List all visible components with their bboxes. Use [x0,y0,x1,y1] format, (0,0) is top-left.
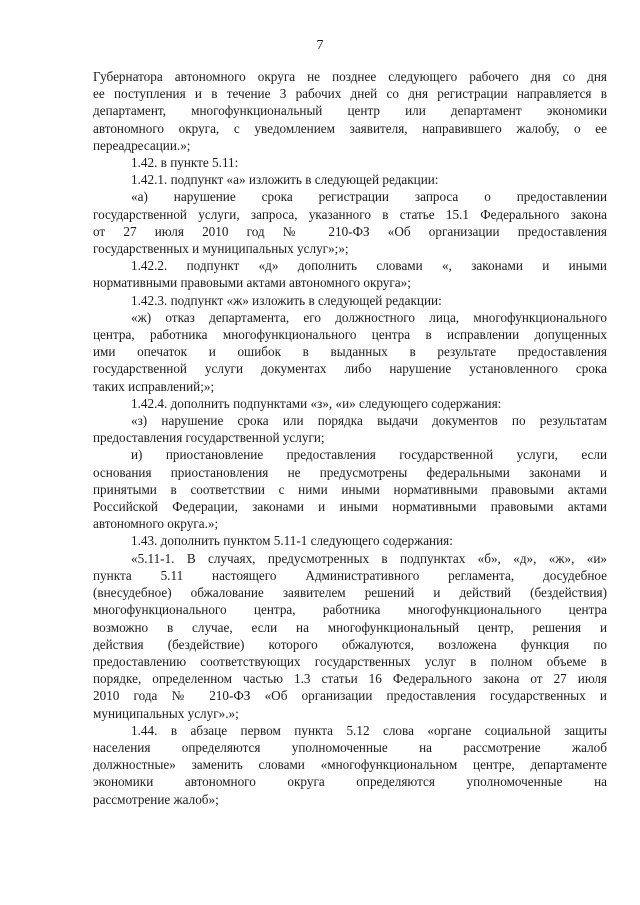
text-line: государственной услуги документах либо нарушение установленного срока [93,361,607,377]
paragraph [93,309,607,395]
text-line: возможно в случае, если на многофункциональный центр, решения и [93,619,607,635]
text-line: основания приостановления не предусмотрены федеральными законами и [93,464,607,480]
text-line: 2010 года № 210-ФЗ «Об организации предоставления государственных и [93,688,607,704]
text-line: таких исправлений;»; [93,378,215,394]
text-line: предоставлению соответствующих государственных услуг в полном объеме в [93,653,607,669]
paragraph [93,722,607,808]
text-line: «з) нарушение срока или порядка выдачи документов по результатам [131,413,607,429]
paragraph [93,171,607,188]
text-line: ими опечаток и ошибок в выданных в результате предоставления [93,344,607,360]
paragraph [93,550,607,722]
text-line: действия (бездействие) которого обжалуются, возложена функция по [93,636,607,652]
text-line: 1.42.3. подпункт «ж» изложить в следующей редакции: [131,292,442,308]
text-line: порядке, определенном частью 1.3 статьи 16 Федерального закона от 27 июля [93,671,607,687]
text-line: пункта 5.11 настоящего Административного регламента, досудебное [93,567,607,583]
text-line: 1.43. дополнить пунктом 5.11-1 следующего содержания: [131,533,453,549]
text-line: 1.42.1. подпункт «а» изложить в следующей редакции: [131,172,439,188]
text-line: принятыми в соответствии с ними иными нормативными правовыми актами [93,481,607,497]
document-body [93,68,607,808]
paragraph [93,154,607,171]
text-line: экономики автономного округа определяются уполномоченные на [93,774,607,790]
text-line: (внесудебное) обжалование заявителем решений и действий (бездействия) [93,585,607,601]
paragraph [93,446,607,532]
text-line: ее поступления и в течение 3 рабочих дней со дня регистрации направляется в [93,86,607,102]
text-line: Российской Федерации, законами и иными нормативными правовыми актами [93,499,607,515]
paragraph [93,532,607,549]
text-line: муниципальных услуг».»; [93,705,239,721]
text-line: многофункционального центра, работника многофункционального центра [93,602,607,618]
text-line: государственной услуги, запроса, указанного в статье 15.1 Федерального закона [93,206,607,222]
text-line: от 27 июля 2010 год № 210-ФЗ «Об организации предоставления [93,223,607,239]
text-line: рассмотрение жалоб»; [93,791,219,807]
text-line: 1.42.2. подпункт «д» дополнить словами «, законами и иными [131,258,607,274]
text-line: департамент, многофункциональный центр или департамент экономики [93,103,607,119]
paragraph [93,395,607,412]
paragraph [93,292,607,309]
text-line: и) приостановление предоставления государственной услуги, если [131,447,607,463]
text-line: «ж) отказ департамента, его должностного лица, многофункционального [131,309,607,325]
paragraph [93,188,607,257]
paragraph [93,68,607,154]
page-number: 7 [316,38,324,53]
text-line: 1.44. в абзаце первом пункта 5.12 слова «органе социальной защиты [131,722,607,738]
text-line: переадресации.»; [93,137,191,153]
text-line: 1.42.4. дополнить подпунктами «з», «и» следующего содержания: [131,395,502,411]
text-line: 1.42. в пункте 5.11: [131,155,239,171]
paragraph [93,257,607,291]
text-line: центра, работника многофункционального центра в исправлении допущенных [93,327,607,343]
text-line: «а) нарушение срока регистрации запроса о предоставлении [131,189,607,205]
text-line: должностные» заменить словами «многофункциональном центре, департаменте [93,757,607,773]
text-line: автономного округа.»; [93,516,219,532]
text-line: Губернатора автономного округа не позднее следующего рабочего дня со дня [93,69,607,84]
text-line: «5.11-1. В случаях, предусмотренных в подпунктах «б», «д», «ж», «и» [131,550,607,566]
text-line: автономного округа, с уведомлением заявителя, направившего жалобу, о ее [93,120,607,136]
paragraph [93,412,607,446]
text-line: государственных и муниципальных услуг»;»; [93,241,349,257]
text-line: нормативными правовыми актами автономного округа»; [93,275,411,291]
text-line: предоставления государственной услуги; [93,430,325,446]
text-line: населения определяются уполномоченные на рассмотрение жалоб [93,739,607,755]
